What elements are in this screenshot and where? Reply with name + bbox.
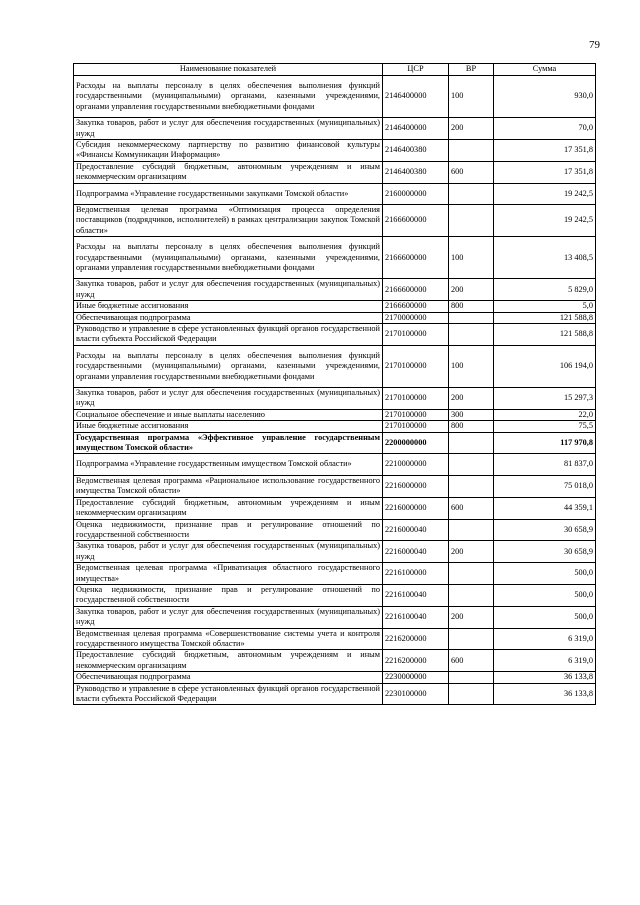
row-vr-cell bbox=[449, 312, 494, 323]
row-name-cell: Обеспечивающая подпрограмма bbox=[74, 672, 383, 683]
row-name-cell: Расходы на выплаты персоналу в целях обеспечения выполнения функций государственными (муниципальными) органами, казенными учреждениями, органами управления государственными внебюджетными фондами bbox=[74, 345, 383, 387]
row-sum-cell: 36 133,8 bbox=[494, 672, 596, 683]
row-csr-cell: 2216200000 bbox=[383, 628, 449, 650]
row-name-cell: Социальное обеспечение и иные выплаты населению bbox=[74, 409, 383, 420]
row-vr-cell: 800 bbox=[449, 301, 494, 312]
row-vr-cell: 600 bbox=[449, 497, 494, 519]
row-vr-cell: 600 bbox=[449, 161, 494, 183]
row-name-cell: Предоставление субсидий бюджетным, автономным учреждениям и иным некоммерческим организациям bbox=[74, 650, 383, 672]
row-name-cell: Подпрограмма «Управление государственным имуществом Томской области» bbox=[74, 454, 383, 475]
table-row bbox=[74, 432, 596, 454]
budget-table bbox=[73, 63, 596, 705]
row-sum-cell: 6 319,0 bbox=[494, 650, 596, 672]
row-name-cell: Обеспечивающая подпрограмма bbox=[74, 312, 383, 323]
row-name-cell: Иные бюджетные ассигнования bbox=[74, 421, 383, 432]
row-sum-cell: 106 194,0 bbox=[494, 345, 596, 387]
row-vr-cell: 200 bbox=[449, 118, 494, 140]
table-row bbox=[74, 628, 596, 650]
row-sum-cell: 19 242,5 bbox=[494, 205, 596, 237]
row-csr-cell: 2216100040 bbox=[383, 606, 449, 628]
row-name-cell: Подпрограмма «Управление государственными закупками Томской области» bbox=[74, 183, 383, 204]
row-name-cell: Руководство и управление в сфере установленных функций органов государственной власти субъекта Российской Федерации bbox=[74, 324, 383, 346]
table-row bbox=[74, 140, 596, 162]
row-vr-cell bbox=[449, 432, 494, 454]
header-vr: ВР bbox=[449, 64, 494, 76]
row-vr-cell: 200 bbox=[449, 606, 494, 628]
table-row bbox=[74, 161, 596, 183]
row-sum-cell: 75 018,0 bbox=[494, 475, 596, 497]
row-sum-cell: 500,0 bbox=[494, 606, 596, 628]
header-name: Наименование показателей bbox=[74, 64, 383, 76]
row-sum-cell: 75,5 bbox=[494, 421, 596, 432]
table-row bbox=[74, 345, 596, 387]
row-vr-cell bbox=[449, 324, 494, 346]
table-row bbox=[74, 563, 596, 585]
row-sum-cell: 22,0 bbox=[494, 409, 596, 420]
table-row bbox=[74, 454, 596, 475]
row-sum-cell: 6 319,0 bbox=[494, 628, 596, 650]
row-csr-cell: 2146400380 bbox=[383, 161, 449, 183]
row-csr-cell: 2146400000 bbox=[383, 76, 449, 118]
row-name-cell: Закупка товаров, работ и услуг для обеспечения государственных (муниципальных) нужд bbox=[74, 606, 383, 628]
row-vr-cell: 300 bbox=[449, 409, 494, 420]
row-sum-cell: 19 242,5 bbox=[494, 183, 596, 204]
row-csr-cell: 2166600000 bbox=[383, 279, 449, 301]
row-name-cell: Субсидия некоммерческому партнерству по развитию финансовой культуры «Финансы Коммуникации Информация» bbox=[74, 140, 383, 162]
table-row bbox=[74, 497, 596, 519]
row-name-cell: Ведомственная целевая программа «Оптимизация процесса определения поставщиков (подрядчиков, исполнителей) в рамках централизации закупок Томской области» bbox=[74, 205, 383, 237]
table-row bbox=[74, 541, 596, 563]
table-row bbox=[74, 279, 596, 301]
row-vr-cell bbox=[449, 475, 494, 497]
row-name-cell: Ведомственная целевая программа «Рациональное использование государственного имущества Томской области» bbox=[74, 475, 383, 497]
row-sum-cell: 500,0 bbox=[494, 563, 596, 585]
row-csr-cell: 2170100000 bbox=[383, 345, 449, 387]
row-csr-cell: 2230100000 bbox=[383, 683, 449, 705]
row-name-cell: Предоставление субсидий бюджетным, автономным учреждениям и иным некоммерческим организациям bbox=[74, 497, 383, 519]
row-sum-cell: 30 658,9 bbox=[494, 541, 596, 563]
row-csr-cell: 2170000000 bbox=[383, 312, 449, 323]
row-csr-cell: 2166600000 bbox=[383, 237, 449, 279]
row-vr-cell bbox=[449, 563, 494, 585]
row-csr-cell: 2200000000 bbox=[383, 432, 449, 454]
row-vr-cell bbox=[449, 140, 494, 162]
row-csr-cell: 2166600000 bbox=[383, 301, 449, 312]
row-name-cell: Ведомственная целевая программа «Приватизация областного государственного имущества» bbox=[74, 563, 383, 585]
row-csr-cell: 2210000000 bbox=[383, 454, 449, 475]
row-sum-cell: 930,0 bbox=[494, 76, 596, 118]
table-row bbox=[74, 606, 596, 628]
row-sum-cell: 500,0 bbox=[494, 584, 596, 606]
table-row bbox=[74, 183, 596, 204]
row-csr-cell: 2216100040 bbox=[383, 584, 449, 606]
page-number: 79 bbox=[589, 39, 600, 51]
row-name-cell: Расходы на выплаты персоналу в целях обеспечения выполнения функций государственными (муниципальными) органами, казенными учреждениями, органами управления государственными внебюджетными фондами bbox=[74, 237, 383, 279]
row-vr-cell bbox=[449, 205, 494, 237]
row-sum-cell: 121 588,8 bbox=[494, 312, 596, 323]
row-sum-cell: 5,0 bbox=[494, 301, 596, 312]
row-sum-cell: 30 658,9 bbox=[494, 519, 596, 541]
table-row bbox=[74, 301, 596, 312]
row-csr-cell: 2146400000 bbox=[383, 118, 449, 140]
row-name-cell: Оценка недвижимости, признание прав и регулирование отношений по государственной собственности bbox=[74, 519, 383, 541]
row-csr-cell: 2230000000 bbox=[383, 672, 449, 683]
row-csr-cell: 2170100000 bbox=[383, 388, 449, 410]
row-sum-cell: 17 351,8 bbox=[494, 161, 596, 183]
table-row bbox=[74, 388, 596, 410]
row-vr-cell bbox=[449, 683, 494, 705]
header-sum: Сумма bbox=[494, 64, 596, 76]
row-name-cell: Закупка товаров, работ и услуг для обеспечения государственных (муниципальных) нужд bbox=[74, 118, 383, 140]
row-name-cell: Закупка товаров, работ и услуг для обеспечения государственных (муниципальных) нужд bbox=[74, 541, 383, 563]
row-csr-cell: 2170100000 bbox=[383, 421, 449, 432]
table-row bbox=[74, 584, 596, 606]
table-row bbox=[74, 237, 596, 279]
row-name-cell: Иные бюджетные ассигнования bbox=[74, 301, 383, 312]
row-vr-cell: 100 bbox=[449, 76, 494, 118]
row-vr-cell bbox=[449, 584, 494, 606]
table-row bbox=[74, 76, 596, 118]
row-vr-cell: 100 bbox=[449, 237, 494, 279]
row-csr-cell: 2216000040 bbox=[383, 541, 449, 563]
table-row bbox=[74, 683, 596, 705]
table-row bbox=[74, 312, 596, 323]
row-csr-cell: 2216000000 bbox=[383, 475, 449, 497]
table-row bbox=[74, 324, 596, 346]
row-sum-cell: 117 970,8 bbox=[494, 432, 596, 454]
table-row bbox=[74, 205, 596, 237]
row-sum-cell: 17 351,8 bbox=[494, 140, 596, 162]
header-csr: ЦСР bbox=[383, 64, 449, 76]
table-row bbox=[74, 421, 596, 432]
row-sum-cell: 70,0 bbox=[494, 118, 596, 140]
row-csr-cell: 2216000040 bbox=[383, 519, 449, 541]
row-name-cell: Предоставление субсидий бюджетным, автономным учреждениям и иным некоммерческим организациям bbox=[74, 161, 383, 183]
table-row bbox=[74, 650, 596, 672]
row-vr-cell bbox=[449, 672, 494, 683]
row-sum-cell: 13 408,5 bbox=[494, 237, 596, 279]
row-sum-cell: 15 297,3 bbox=[494, 388, 596, 410]
row-name-cell: Ведомственная целевая программа «Совершенствование системы учета и контроля государственного имущества Томской области» bbox=[74, 628, 383, 650]
row-vr-cell bbox=[449, 519, 494, 541]
table-row bbox=[74, 519, 596, 541]
table-body bbox=[74, 76, 596, 705]
row-csr-cell: 2170100000 bbox=[383, 409, 449, 420]
row-csr-cell: 2170100000 bbox=[383, 324, 449, 346]
row-name-cell: Государственная программа «Эффективное управление государственным имуществом Томской области» bbox=[74, 432, 383, 454]
row-sum-cell: 81 837,0 bbox=[494, 454, 596, 475]
row-csr-cell: 2160000000 bbox=[383, 183, 449, 204]
row-vr-cell: 200 bbox=[449, 541, 494, 563]
row-vr-cell: 200 bbox=[449, 388, 494, 410]
table-row bbox=[74, 475, 596, 497]
table-row bbox=[74, 672, 596, 683]
row-vr-cell bbox=[449, 454, 494, 475]
row-vr-cell: 600 bbox=[449, 650, 494, 672]
row-name-cell: Закупка товаров, работ и услуг для обеспечения государственных (муниципальных) нужд bbox=[74, 388, 383, 410]
row-sum-cell: 5 829,0 bbox=[494, 279, 596, 301]
row-vr-cell bbox=[449, 183, 494, 204]
table-row bbox=[74, 409, 596, 420]
row-csr-cell: 2216200000 bbox=[383, 650, 449, 672]
row-csr-cell: 2146400380 bbox=[383, 140, 449, 162]
row-sum-cell: 36 133,8 bbox=[494, 683, 596, 705]
row-csr-cell: 2166600000 bbox=[383, 205, 449, 237]
row-vr-cell: 800 bbox=[449, 421, 494, 432]
row-name-cell: Руководство и управление в сфере установленных функций органов государственной власти субъекта Российской Федерации bbox=[74, 683, 383, 705]
row-name-cell: Расходы на выплаты персоналу в целях обеспечения выполнения функций государственными (муниципальными) органами, казенными учреждениями, органами управления государственными внебюджетными фондами bbox=[74, 76, 383, 118]
row-name-cell: Закупка товаров, работ и услуг для обеспечения государственных (муниципальных) нужд bbox=[74, 279, 383, 301]
row-sum-cell: 121 588,8 bbox=[494, 324, 596, 346]
row-csr-cell: 2216000000 bbox=[383, 497, 449, 519]
row-vr-cell: 200 bbox=[449, 279, 494, 301]
row-vr-cell: 100 bbox=[449, 345, 494, 387]
table-header-row bbox=[74, 64, 596, 76]
row-vr-cell bbox=[449, 628, 494, 650]
row-name-cell: Оценка недвижимости, признание прав и регулирование отношений по государственной собственности bbox=[74, 584, 383, 606]
row-csr-cell: 2216100000 bbox=[383, 563, 449, 585]
row-sum-cell: 44 359,1 bbox=[494, 497, 596, 519]
table-row bbox=[74, 118, 596, 140]
